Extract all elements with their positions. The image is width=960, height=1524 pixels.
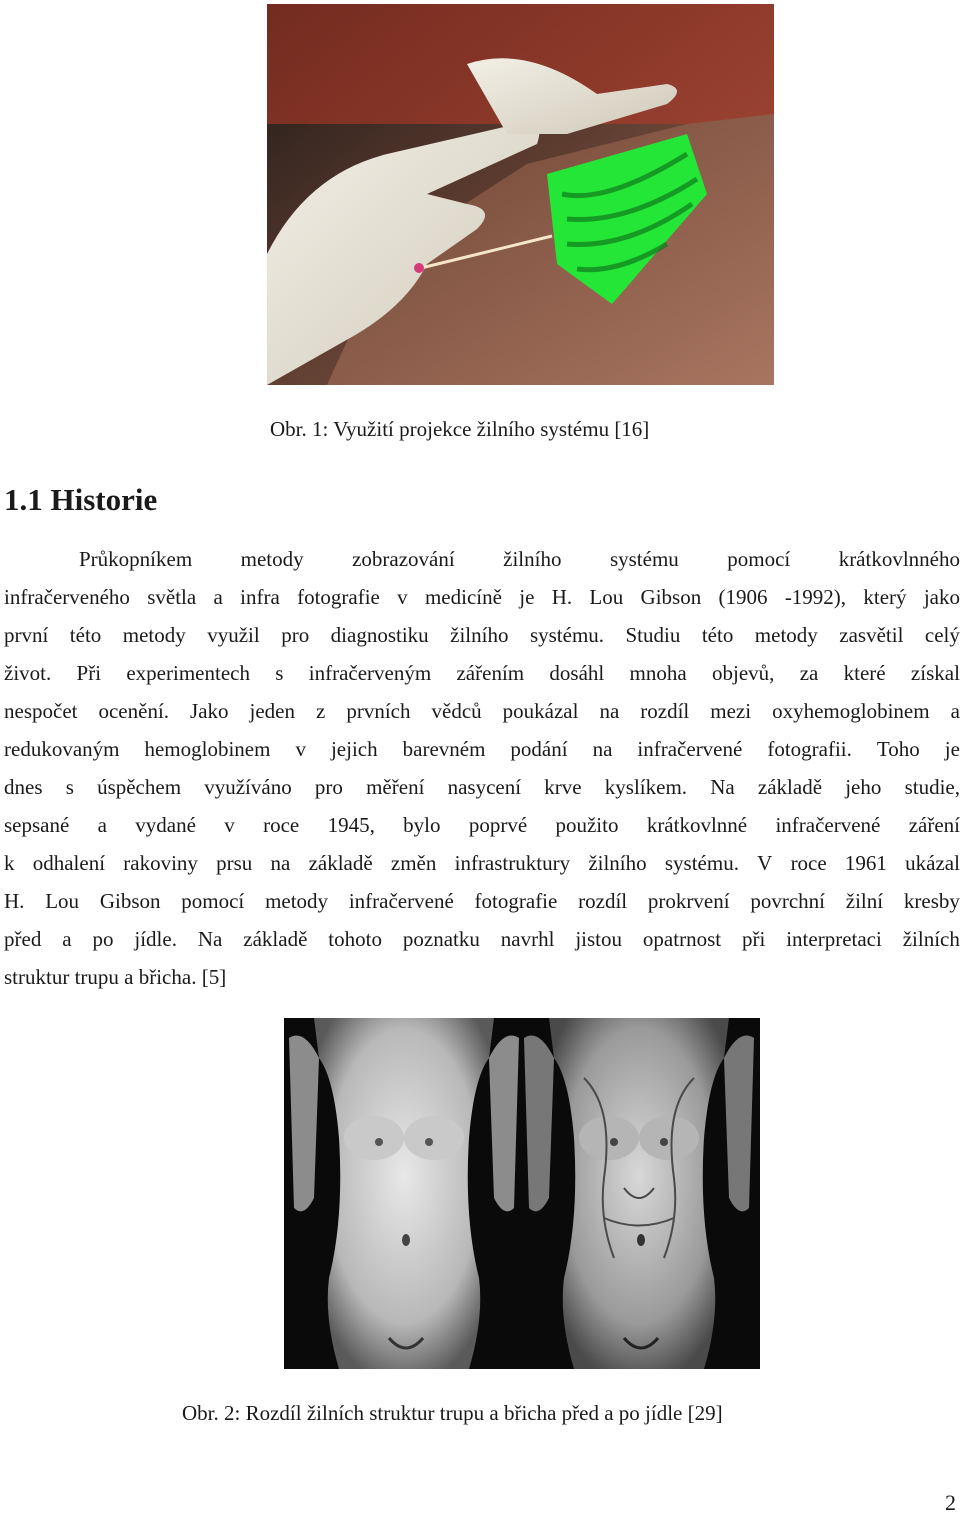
word: v: [295, 737, 306, 761]
word: povrchní: [750, 889, 825, 913]
word: na: [592, 737, 613, 761]
word: sepsané: [4, 813, 70, 837]
word: při: [741, 927, 766, 951]
paragraph-line: [4, 621, 960, 659]
word: medicíně: [424, 585, 502, 609]
word: infračervené: [775, 813, 881, 837]
word: infrastruktury: [454, 851, 571, 875]
word: oxyhemoglobinem: [772, 699, 930, 723]
word: Na: [197, 927, 223, 951]
word: metody: [265, 889, 329, 913]
word: žilního: [588, 851, 647, 875]
word: záření: [908, 813, 960, 837]
word: život.: [4, 661, 52, 685]
word: jeho: [845, 775, 882, 799]
word: před: [4, 927, 42, 951]
word: a: [950, 699, 960, 723]
word: jeden: [249, 699, 296, 723]
word: experimentech: [126, 661, 250, 685]
word: krve: [544, 775, 582, 799]
paragraph-line: [4, 925, 960, 963]
history-paragraph: [4, 545, 960, 1001]
word: jistou: [575, 927, 623, 951]
word: po: [92, 927, 114, 951]
paragraph-line: [4, 583, 960, 621]
vein-projection-photo: [267, 4, 774, 385]
paragraph-line: struktur trupu a břicha. [5]: [4, 965, 227, 989]
word: diagnostiku: [330, 623, 429, 647]
word: rozdíl: [640, 699, 690, 723]
word: prsu: [216, 851, 253, 875]
word: zářením: [456, 661, 525, 685]
word: využíváno: [204, 775, 292, 799]
word: roce: [790, 851, 827, 875]
paragraph-line: [4, 735, 960, 773]
word: barevném: [402, 737, 486, 761]
word: ukázal: [905, 851, 960, 875]
word: krátkovlnné: [646, 813, 748, 837]
word: tohoto: [328, 927, 382, 951]
word: jako: [923, 585, 960, 609]
word: použito: [555, 813, 619, 837]
word: je: [519, 585, 535, 609]
word: infračervené: [637, 737, 743, 761]
word: bylo: [403, 813, 441, 837]
word: opatrnost: [642, 927, 722, 951]
word: dosáhl: [549, 661, 605, 685]
paragraph-line: [4, 887, 960, 925]
word: redukovaným: [4, 737, 120, 761]
word: pro: [314, 775, 343, 799]
word: vědců: [431, 699, 482, 723]
word: jídle.: [134, 927, 177, 951]
word: -1992),: [784, 585, 847, 609]
word: pro: [281, 623, 310, 647]
word: hemoglobinem: [144, 737, 271, 761]
paragraph-line: [4, 697, 960, 735]
word: fotografie: [297, 585, 380, 609]
word: žilního: [503, 547, 562, 571]
figure-2-photo: [284, 1018, 760, 1369]
word: metody: [754, 623, 818, 647]
figure-2-caption: Obr. 2: Rozdíl žilních struktur trupu a břicha před a po jídle [29]: [182, 1401, 723, 1425]
word: úspěchem: [97, 775, 182, 799]
word: nespočet: [4, 699, 78, 723]
word: a: [97, 813, 107, 837]
word: s: [65, 775, 74, 799]
word: Gibson: [640, 585, 702, 609]
word: Toho: [876, 737, 920, 761]
word: infračerveného: [4, 585, 130, 609]
word: studie,: [904, 775, 960, 799]
word: základě: [757, 775, 823, 799]
word: interpretaci: [786, 927, 882, 951]
word: světla: [147, 585, 197, 609]
word: (1906: [718, 585, 768, 609]
word: Studiu: [625, 623, 681, 647]
word: pomocí: [727, 547, 791, 571]
word: infračervené: [348, 889, 454, 913]
word: poprvé: [468, 813, 528, 837]
word: dnes: [4, 775, 43, 799]
word: s: [275, 661, 284, 685]
word: z: [316, 699, 326, 723]
word: Průkopníkem: [79, 547, 193, 571]
word: změn: [390, 851, 437, 875]
paragraph-line: [4, 811, 960, 849]
word: infra: [240, 585, 280, 609]
word: získal: [910, 661, 960, 685]
word: odhalení: [32, 851, 106, 875]
word: systému.: [529, 623, 605, 647]
figure-1-photo: [267, 4, 774, 385]
word: fotografii.: [767, 737, 852, 761]
word: v: [397, 585, 408, 609]
word: H.: [4, 889, 25, 913]
word: za: [799, 661, 819, 685]
word: jejich: [330, 737, 378, 761]
word: vydané: [135, 813, 196, 837]
word: žilního: [450, 623, 509, 647]
word: poznatku: [402, 927, 480, 951]
section-heading: 1.1 Historie: [4, 482, 158, 517]
word: a: [213, 585, 223, 609]
word: které: [843, 661, 886, 685]
word: systému: [609, 547, 679, 571]
word: mezi: [710, 699, 752, 723]
word: žilních: [902, 927, 960, 951]
word: roce: [263, 813, 300, 837]
word: Lou: [589, 585, 624, 609]
word: 1961: [844, 851, 887, 875]
word: na: [599, 699, 620, 723]
word: Při: [76, 661, 102, 685]
word: základě: [308, 851, 373, 875]
word: systému.: [664, 851, 739, 875]
word: využil: [207, 623, 260, 647]
word: infračerveným: [308, 661, 432, 685]
paragraph-line: [4, 545, 960, 583]
word: je: [944, 737, 960, 761]
word: zasvětil: [839, 623, 904, 647]
word: rozdíl: [578, 889, 628, 913]
paragraph-line: [4, 849, 960, 887]
word: této: [701, 623, 734, 647]
word: pomocí: [181, 889, 245, 913]
word: žilní: [845, 889, 884, 913]
word: ocenění.: [98, 699, 170, 723]
word: podání: [510, 737, 568, 761]
page-number: 2: [945, 1490, 956, 1515]
word: 1945,: [327, 813, 375, 837]
word: na: [270, 851, 291, 875]
word: základě: [243, 927, 308, 951]
word: a: [62, 927, 72, 951]
word: mnoha: [629, 661, 687, 685]
word: metody: [122, 623, 186, 647]
word: rakoviny: [123, 851, 198, 875]
paragraph-line: [4, 773, 960, 811]
word: nasycení: [447, 775, 522, 799]
word: H.: [551, 585, 573, 609]
word: v: [224, 813, 235, 837]
word: první: [4, 623, 49, 647]
word: zobrazování: [352, 547, 455, 571]
word: poukázal: [502, 699, 579, 723]
word: této: [69, 623, 102, 647]
word: který: [863, 585, 907, 609]
word: Lou: [45, 889, 80, 913]
word: měření: [366, 775, 425, 799]
word: prvních: [346, 699, 411, 723]
word: kyslíkem.: [604, 775, 688, 799]
word: kresby: [903, 889, 960, 913]
word: Na: [710, 775, 735, 799]
figure-1-caption: Obr. 1: Využití projekce žilního systému [16]: [270, 417, 650, 441]
word: prokrvení: [647, 889, 730, 913]
word: V: [757, 851, 773, 875]
word: objevů,: [711, 661, 775, 685]
word: navrhl: [500, 927, 555, 951]
word: Jako: [190, 699, 229, 723]
infrared-torso-photos: [284, 1018, 760, 1369]
word: celý: [924, 623, 960, 647]
word: krátkovlnného: [838, 547, 960, 571]
word: k: [4, 851, 15, 875]
word: fotografie: [474, 889, 558, 913]
paragraph-line: [4, 659, 960, 697]
word: Gibson: [99, 889, 161, 913]
word: metody: [240, 547, 304, 571]
